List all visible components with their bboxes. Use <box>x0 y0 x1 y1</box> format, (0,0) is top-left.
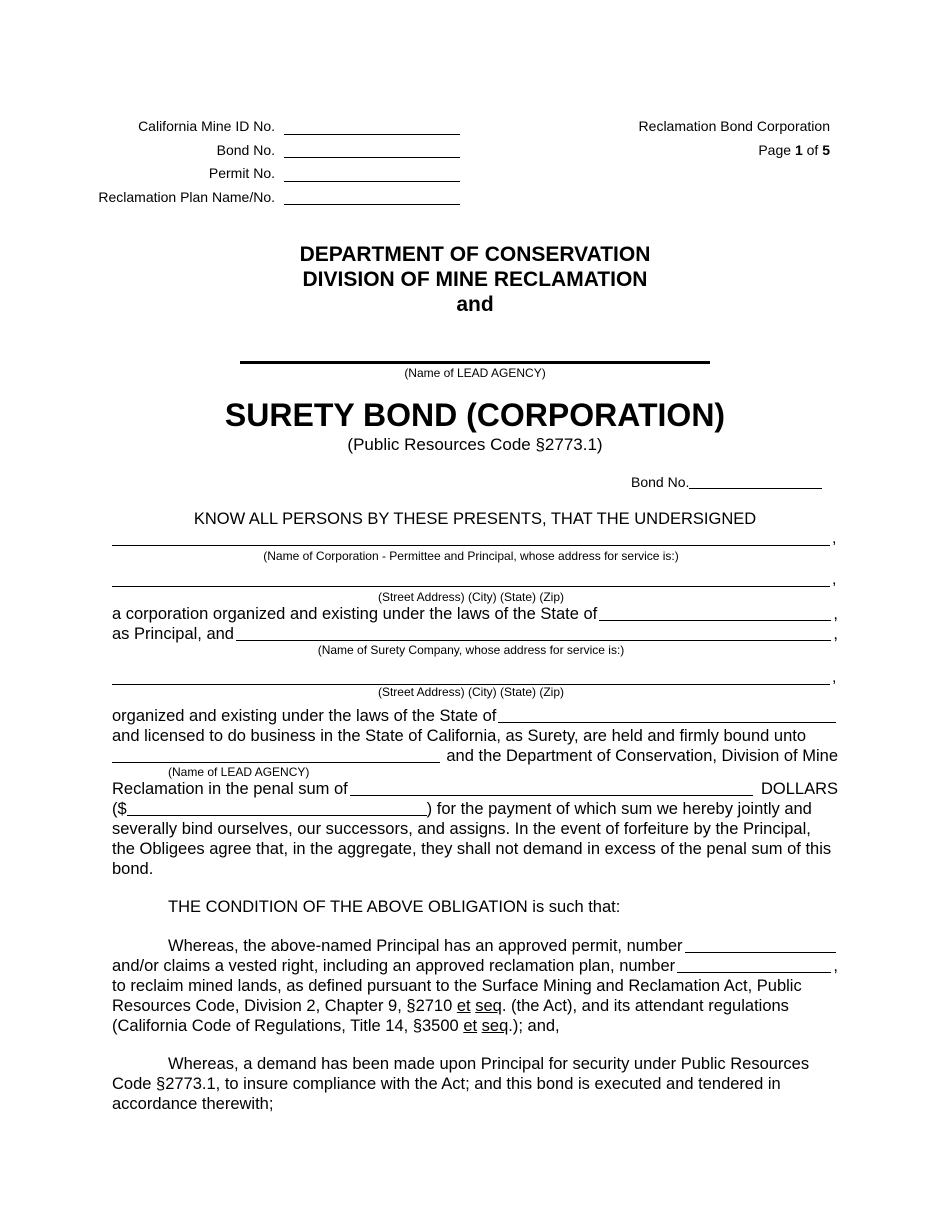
and-department-text: and the Department of Conservation, Division of Mine <box>446 747 838 765</box>
page-prefix: Page <box>758 142 792 158</box>
comma: , <box>833 605 838 623</box>
dollars-text: DOLLARS <box>760 780 838 798</box>
whereas1-line5-b: .); and, <box>508 1017 560 1035</box>
penal-sum-words-field[interactable] <box>350 795 753 796</box>
whereas1-line4-a: Resources Code, Division 2, Chapter 9, §2710 <box>112 997 453 1015</box>
et-text-2: et <box>463 1017 478 1035</box>
comma: , <box>832 530 837 547</box>
code-reference: (Public Resources Code §2773.1) <box>347 435 603 454</box>
comma: , <box>832 571 837 588</box>
payment-line <box>112 799 838 819</box>
reclamation-plan-field[interactable] <box>284 204 460 205</box>
lead-agency-field[interactable] <box>240 361 710 364</box>
seq-text: seq <box>475 997 502 1015</box>
whereas1-line3: to reclaim mined lands, as defined pursuant to the Surface Mining and Reclamation Act, Public <box>112 977 802 995</box>
mine-id-field[interactable] <box>284 134 460 135</box>
lead-agency-body-caption: (Name of LEAD AGENCY) <box>168 765 310 779</box>
reclamation-plan-label: Reclamation Plan Name/No. <box>98 189 275 205</box>
surety-state-field[interactable] <box>498 722 836 723</box>
corporation-name-field[interactable] <box>112 545 830 546</box>
permit-no-field[interactable] <box>284 181 460 182</box>
principal-address-field[interactable] <box>112 586 830 587</box>
as-principal-text: as Principal, and <box>112 625 234 643</box>
bond-no-label-2: Bond No. <box>631 474 690 490</box>
permit-no-label: Permit No. <box>208 165 275 181</box>
permit-number-field[interactable] <box>685 952 836 953</box>
whereas1-line4-b: . (the Act), and its attendant regulations <box>501 997 789 1015</box>
title-division: DIVISION OF MINE RECLAMATION <box>302 268 648 291</box>
whereas1-line5 <box>112 1016 837 1036</box>
surety-caption: (Name of Surety Company, whose address for service is:) <box>317 643 625 657</box>
et-text: et <box>456 997 471 1015</box>
title-and: and <box>456 293 494 316</box>
whereas1-start: Whereas, the above-named Principal has an approved permit, number <box>168 937 683 955</box>
corp-state-field[interactable] <box>599 620 831 621</box>
severally-paragraph: severally bind ourselves, our successors, and assigns. In the event of forfeiture by the Principal, the Obligees agree that, in the aggregate, they shall not demand in excess of the penal sum of this bond. <box>112 820 832 878</box>
corporation-name: Reclamation Bond Corporation <box>638 118 830 134</box>
lead-agency-line <box>112 746 838 766</box>
whereas1-line2-text: and/or claims a vested right, including an approved reclamation plan, number <box>112 957 676 975</box>
bond-title: SURETY BOND (CORPORATION) <box>224 397 726 433</box>
penal-sum-line <box>112 779 838 799</box>
dollar-open: ($ <box>112 800 127 818</box>
corp-organized-text: a corporation organized and existing under the laws of the State of <box>112 605 598 623</box>
surety-name-field[interactable] <box>236 640 831 641</box>
lead-agency-caption: (Name of LEAD AGENCY) <box>404 366 546 380</box>
page-total: 5 <box>822 142 830 158</box>
penal-sum-text: Reclamation in the penal sum of <box>112 780 348 798</box>
lead-agency-body-field[interactable] <box>112 762 440 763</box>
mine-id-label: California Mine ID No. <box>138 118 275 134</box>
comma: , <box>833 957 838 975</box>
corp-organized-line <box>112 604 838 624</box>
payment-text: ) for the payment of which sum we hereby jointly and <box>426 800 812 818</box>
comma: , <box>833 625 838 643</box>
penal-sum-amount-field[interactable] <box>127 815 427 816</box>
bond-no-field-2[interactable] <box>689 488 822 489</box>
whereas1-line1 <box>112 936 838 956</box>
seq-text-2: seq <box>481 1017 509 1035</box>
principal-address-caption: (Street Address) (City) (State) (Zip) <box>377 590 565 604</box>
as-principal-line <box>112 624 838 644</box>
organized-state-line <box>112 706 838 726</box>
condition-heading: THE CONDITION OF THE ABOVE OBLIGATION is such that: <box>168 898 621 916</box>
comma: , <box>832 669 837 686</box>
know-all-statement: KNOW ALL PERSONS BY THESE PRESENTS, THAT THE UNDERSIGNED <box>193 510 757 528</box>
whereas1-line5-a: (California Code of Regulations, Title 14, §3500 <box>112 1017 459 1035</box>
reclamation-plan-number-field[interactable] <box>677 972 831 973</box>
licensed-text: and licensed to do business in the State of California, as Surety, are held and firmly bound unto <box>112 727 807 745</box>
organized-state-text: organized and existing under the laws of the State of <box>112 707 497 725</box>
page-indicator <box>758 142 830 158</box>
bond-no-field[interactable] <box>284 157 460 158</box>
page-of: of <box>806 142 819 158</box>
surety-address-caption: (Street Address) (City) (State) (Zip) <box>377 685 565 699</box>
page-current: 1 <box>794 142 803 158</box>
whereas2-paragraph: Whereas, a demand has been made upon Principal for security under Public Resources Code §2773.1, to insure compliance with the Act; and this bond is executed and tendered in accordance therewith; <box>112 1055 810 1113</box>
title-department: DEPARTMENT OF CONSERVATION <box>299 243 651 266</box>
bond-no-label: Bond No. <box>216 142 275 158</box>
corporation-caption: (Name of Corporation - Permittee and Principal, whose address for service is:) <box>263 549 679 563</box>
whereas1-line4 <box>112 996 837 1016</box>
whereas1-line2 <box>112 956 838 976</box>
